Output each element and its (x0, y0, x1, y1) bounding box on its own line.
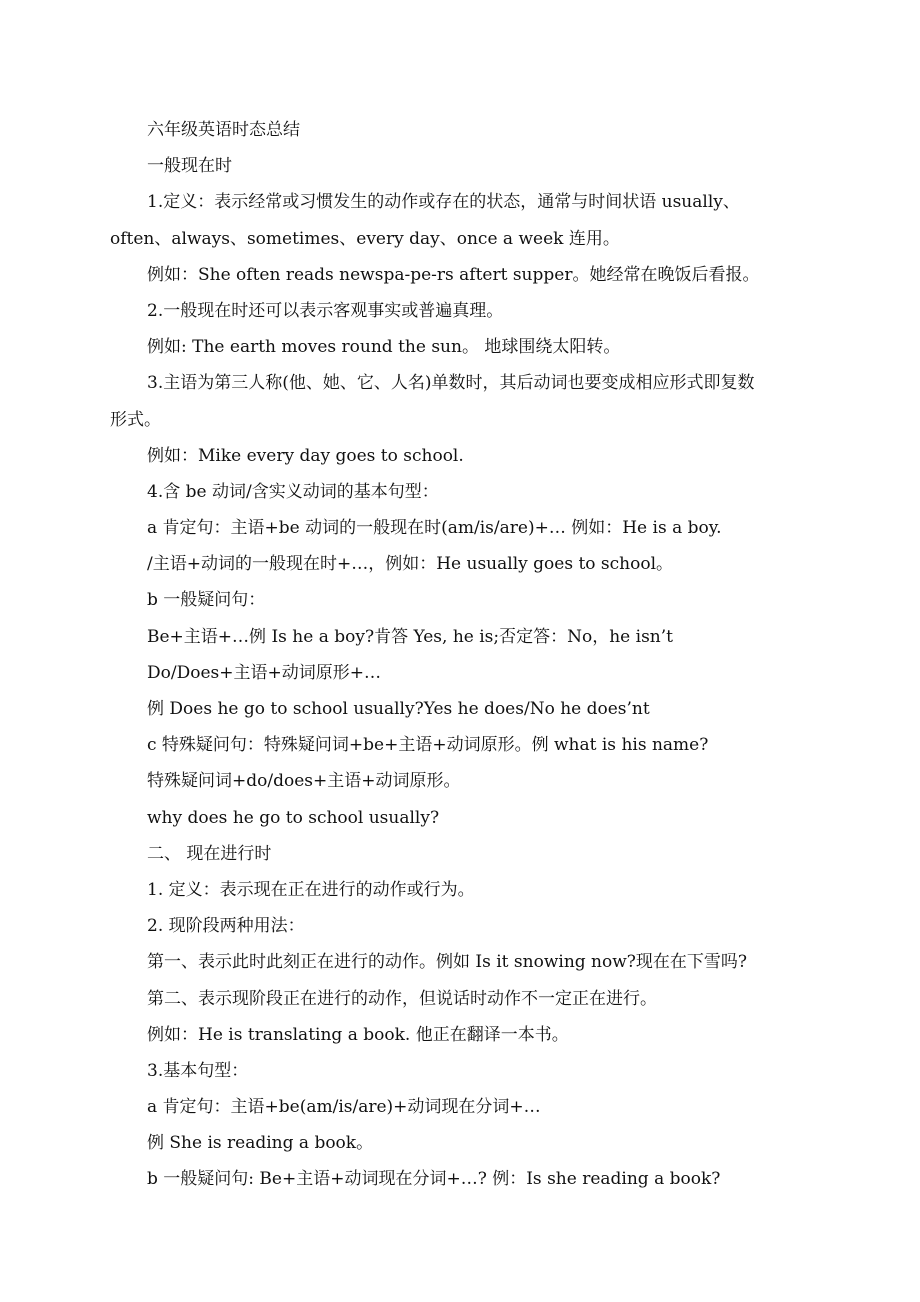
section2-affirmative: a 肯定句：主语+be(am/is/are)+动词现在分词+… (147, 1097, 541, 1118)
special-question-line1: c 特殊疑问句：特殊疑问词+be+主语+动词原形。例 what is his name? (147, 735, 709, 756)
document-title: 六年级英语时态总结 (147, 120, 300, 140)
section2-general-question: b 一般疑问句: Be+主语+动词现在分词+…? 例：Is she reading a book? (147, 1169, 721, 1190)
section2-affirmative-example: 例 She is reading a book。 (147, 1133, 374, 1154)
general-question-line2: Do/Does+主语+动词原形+… (147, 662, 381, 683)
section1-point3-line1: 3.主语为第三人称(他、她、它、人名)单数时，其后动词也要变成相应形式即复数 (147, 373, 755, 394)
section2-point1: 1. 定义：表示现在正在进行的动作或行为。 (147, 879, 475, 900)
document-body (110, 112, 815, 1198)
section1-point2: 2.一般现在时还可以表示客观事实或普遍真理。 (147, 300, 504, 321)
section1-point3-line2: 形式。 (110, 409, 161, 430)
general-question-line3: 例 Does he go to school usually?Yes he does/No he does’nt (147, 699, 650, 719)
section2-point2: 2. 现阶段两种用法： (147, 916, 305, 937)
section1-heading: 一般现在时 (147, 156, 232, 177)
section2-heading: 二、 现在进行时 (147, 843, 272, 864)
section1-definition-line1: 1.定义：表示经常或习惯发生的动作或存在的状态，通常与时间状语 usually、 (147, 192, 740, 213)
special-question-line2: 特殊疑问词+do/does+主语+动词原形。 (147, 771, 461, 792)
section1-example1: 例如：She often reads newspa-pe-rs aftert supper。她经常在晚饭后看报。 (147, 264, 760, 285)
section1-definition-line2: often、always、sometimes、every day、once a week 连用。 (110, 228, 620, 249)
section2-usage1: 第一、表示此时此刻正在进行的动作。例如 Is it snowing now?现在在下雪吗? (147, 952, 748, 973)
general-question-line1: Be+主语+…例 Is he a boy?肯答 Yes, he is;否定答：No，he isn’t (147, 626, 673, 647)
section1-point4: 4.含 be 动词/含实义动词的基本句型： (147, 481, 439, 502)
general-question-heading: b 一般疑问句： (147, 590, 266, 611)
affirmative-line2: /主语+动词的一般现在时+…，例如：He usually goes to school。 (147, 554, 674, 575)
section2-point3: 3.基本句型： (147, 1060, 249, 1081)
affirmative-line1: a 肯定句：主语+be 动词的一般现在时(am/is/are)+… 例如：He is a boy. (147, 518, 722, 539)
section1-example3: 例如：Mike every day goes to school. (147, 445, 464, 466)
section2-usage2: 第二、表示现阶段正在进行的动作，但说话时动作不一定正在进行。 (147, 988, 657, 1009)
section2-example: 例如：He is translating a book. 他正在翻译一本书。 (147, 1024, 569, 1045)
special-question-line3: why does he go to school usually? (147, 807, 440, 828)
section1-example2: 例如: The earth moves round the sun。 地球围绕太阳转。 (147, 337, 621, 358)
